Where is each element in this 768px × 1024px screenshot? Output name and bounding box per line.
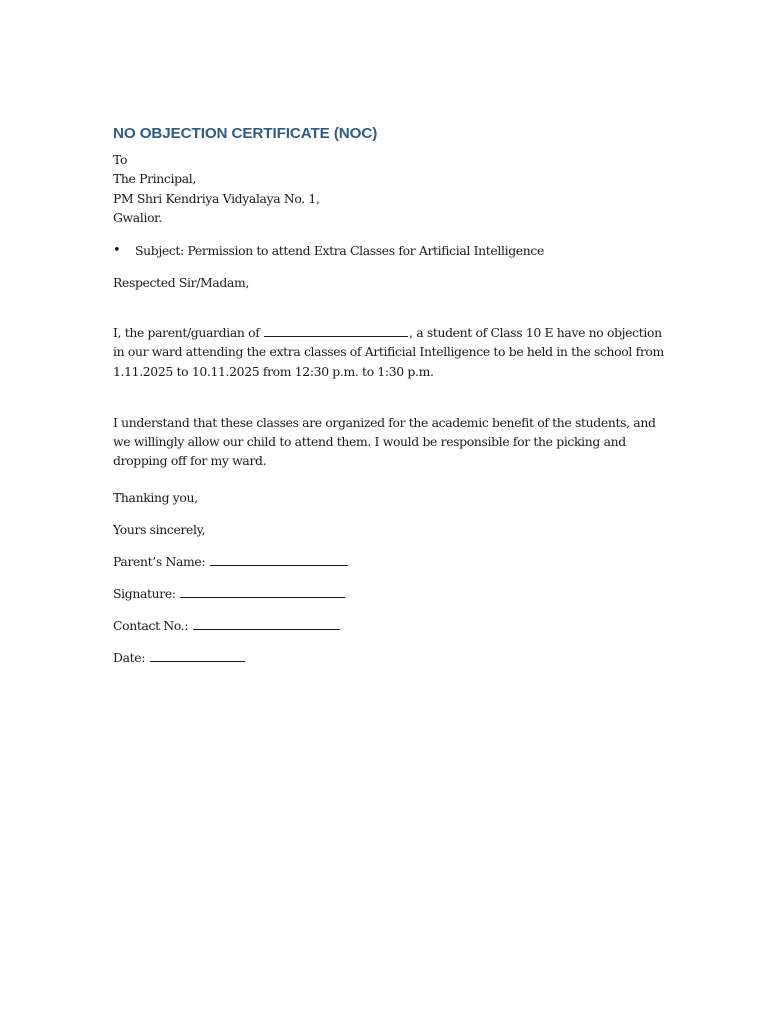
understanding-line-1: I understand that these classes are organized for the academic benefit of the students, and bbox=[113, 414, 656, 430]
consent-line-3: 1.11.2025 to 10.11.2025 from 12:30 p.m. to 1:30 p.m. bbox=[113, 363, 434, 379]
parent-name-field bbox=[113, 552, 658, 571]
recipient-address bbox=[113, 150, 658, 227]
student-name-blank[interactable] bbox=[264, 325, 408, 337]
contact-field bbox=[113, 616, 658, 635]
signature-blank[interactable] bbox=[180, 586, 345, 598]
date-blank[interactable] bbox=[150, 650, 245, 662]
date-field bbox=[113, 648, 658, 667]
signature-label: Signature: bbox=[113, 586, 180, 602]
address-line-to: To bbox=[113, 152, 128, 167]
document-title: NO OBJECTION CERTIFICATE (NOC) bbox=[113, 125, 378, 142]
contact-label: Contact No.: bbox=[113, 618, 192, 634]
consent-line-2: in our ward attending the extra classes of Artificial Intelligence to be held in the school from bbox=[113, 344, 664, 360]
date-label: Date: bbox=[113, 650, 149, 666]
yours-sincerely-line: Yours sincerely, bbox=[113, 522, 206, 538]
document-body bbox=[113, 124, 664, 667]
consent-line-1 bbox=[113, 323, 662, 342]
parent-name-label: Parent’s Name: bbox=[113, 554, 209, 570]
understanding-paragraph bbox=[113, 413, 658, 471]
consent-suffix: , a student of Class 10 E have no objection bbox=[409, 325, 662, 341]
bullet-icon: • bbox=[113, 243, 121, 259]
address-line-city: Gwalior. bbox=[113, 209, 162, 225]
subject-text: Subject: Permission to attend Extra Classes for Artificial Intelligence bbox=[135, 243, 544, 259]
thanking-line: Thanking you, bbox=[113, 490, 198, 506]
consent-paragraph bbox=[113, 323, 664, 381]
understanding-line-3: dropping off for my ward. bbox=[113, 453, 267, 469]
understanding-line-2: we willingly allow our child to attend them. I would be responsible for the picking and bbox=[113, 434, 626, 449]
parent-name-blank[interactable] bbox=[210, 554, 348, 566]
address-line-principal: The Principal, bbox=[113, 171, 196, 187]
subject-line bbox=[113, 241, 658, 260]
contact-blank[interactable] bbox=[193, 618, 340, 630]
address-line-school: PM Shri Kendriya Vidyalaya No. 1, bbox=[113, 190, 320, 206]
consent-prefix: I, the parent/guardian of bbox=[113, 325, 264, 341]
salutation: Respected Sir/Madam, bbox=[113, 275, 250, 291]
signature-field bbox=[113, 584, 658, 603]
